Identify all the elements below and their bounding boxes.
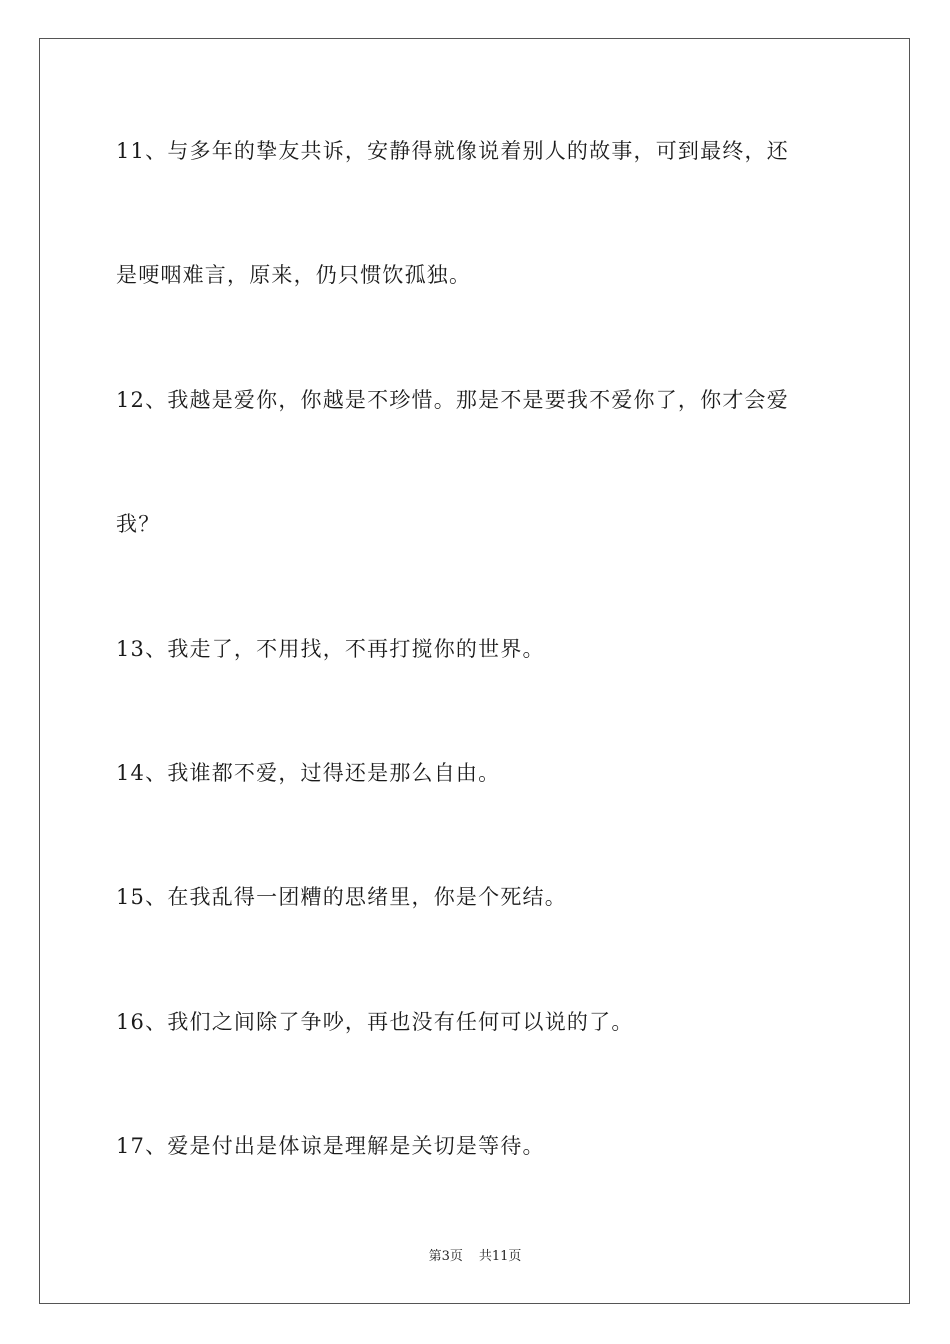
text-line: 我？ [116, 512, 161, 536]
text-line: 15、在我乱得一团糟的思绪里，你是个死结。 [116, 885, 567, 909]
text-line: 16、我们之间除了争吵，再也没有任何可以说的了。 [116, 1010, 634, 1034]
text-line: 11、与多年的挚友共诉，安静得就像说着别人的故事，可到最终，还 [116, 139, 789, 163]
text-line: 12、我越是爱你，你越是不珍惜。那是不是要我不爱你了，你才会爱 [116, 388, 789, 412]
page-total: 共11页 [478, 1249, 522, 1264]
page-border [39, 38, 910, 1304]
page-number: 第3页 [428, 1249, 463, 1264]
text-line: 13、我走了，不用找，不再打搅你的世界。 [116, 637, 545, 661]
text-line: 是哽咽难言，原来，仍只惯饮孤独。 [116, 263, 472, 287]
text-line: 14、我谁都不爱，过得还是那么自由。 [116, 761, 501, 785]
text-line: 17、爱是付出是体谅是理解是关切是等待。 [116, 1134, 545, 1158]
page-footer [0, 1248, 950, 1266]
